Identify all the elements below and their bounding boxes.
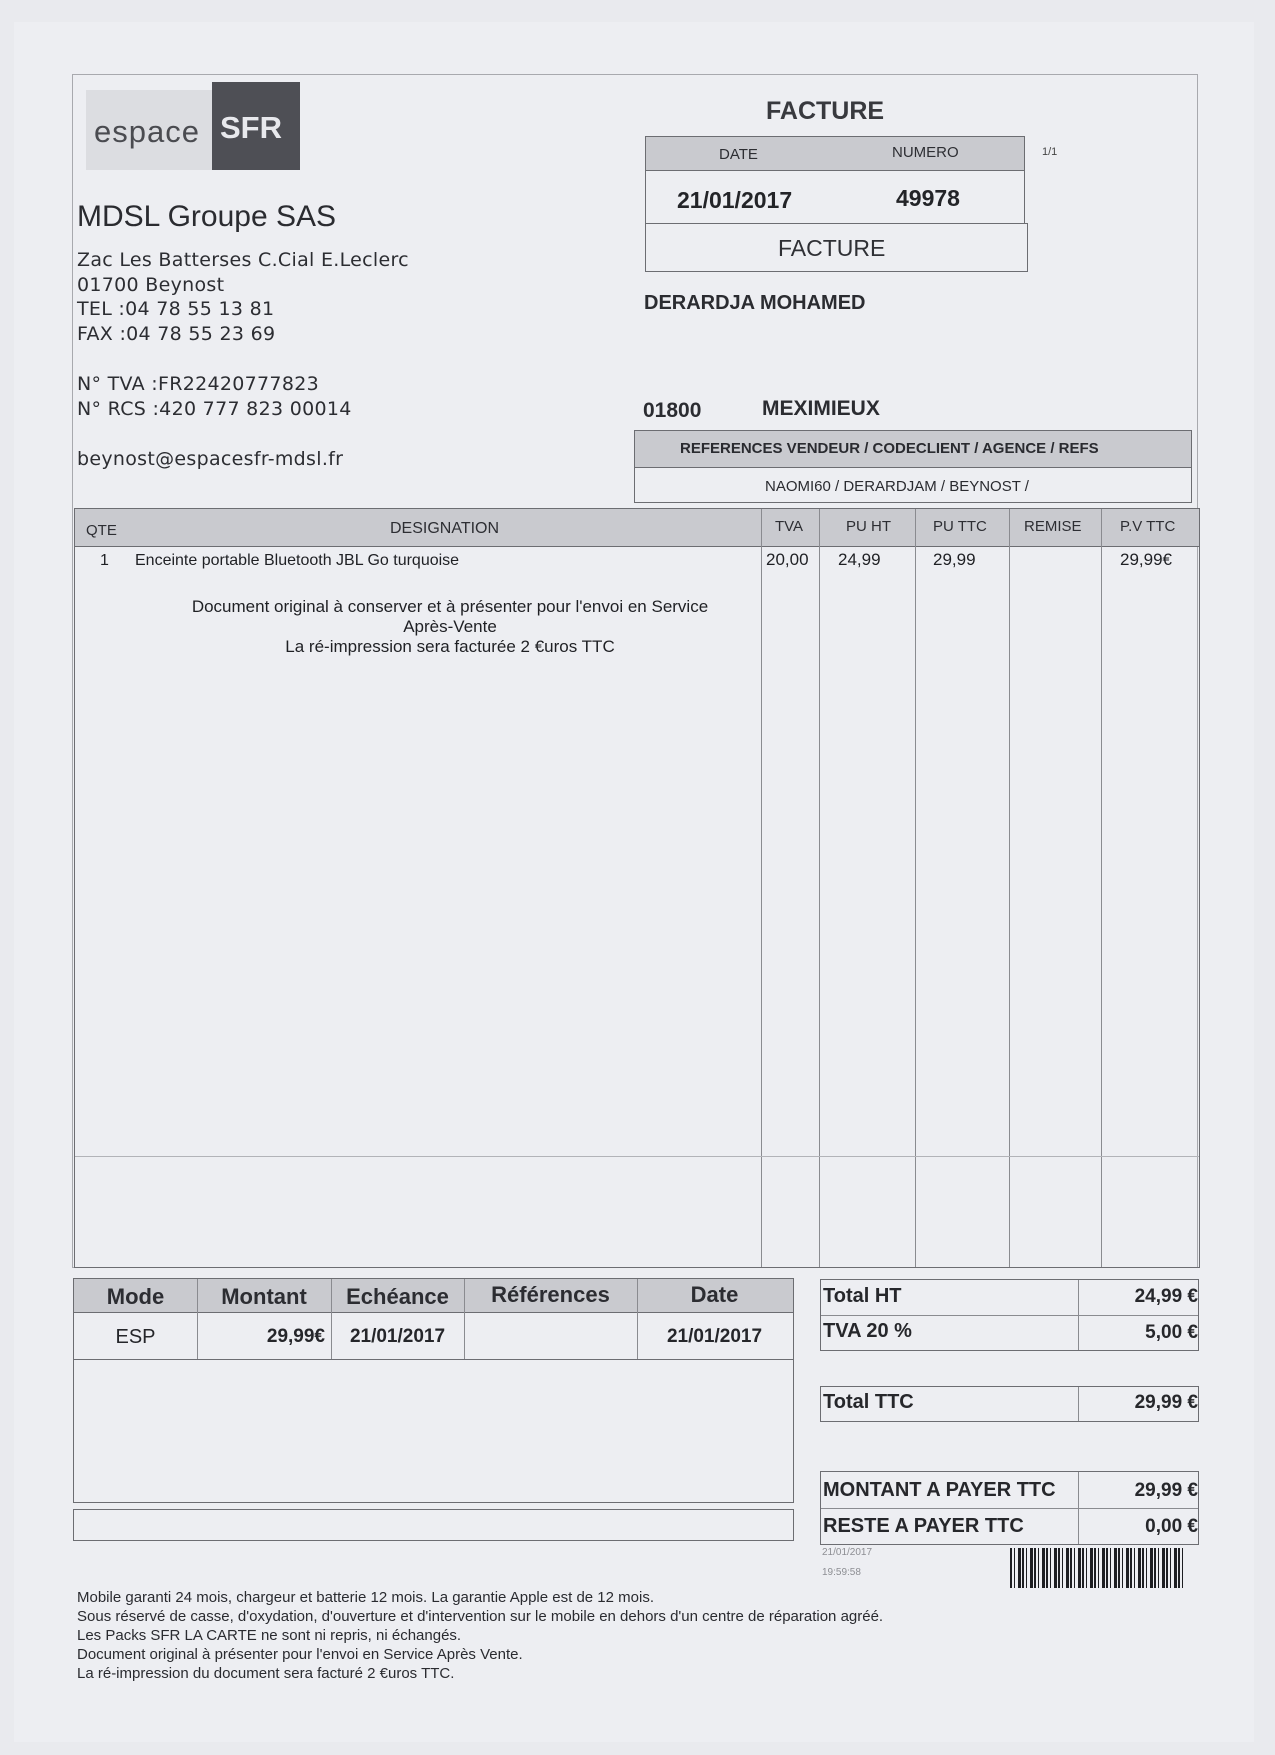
print-stamp-date: 21/01/2017	[822, 1547, 873, 1558]
seller-fax: FAX :04 78 55 23 69	[77, 323, 276, 345]
client-postcode: 01800	[643, 399, 702, 422]
montant-a-payer-label: MONTANT A PAYER TTC	[823, 1479, 1056, 1501]
payment-notes-box	[73, 1509, 794, 1541]
print-stamp-time: 19:59:58	[822, 1567, 861, 1578]
col-pu-ttc: PU TTC	[933, 518, 987, 535]
tva-value: 5,00 €	[1145, 1322, 1198, 1343]
barcode	[1010, 1548, 1186, 1588]
note-line3: La ré-impression sera facturée 2 €uros TTC	[285, 637, 615, 656]
seller-tva: N° TVA :FR22420777823	[77, 373, 319, 395]
row-pv-ttc: 29,99€	[1120, 550, 1172, 569]
client-name: DERARDJA MOHAMED	[644, 292, 866, 314]
client-city: MEXIMIEUX	[762, 397, 880, 420]
pay-echeance: 21/01/2017	[349, 1326, 446, 1347]
row-tva: 20,00	[766, 550, 809, 569]
row-pu-ht: 24,99	[838, 550, 881, 569]
footer-line2: Sous réservé de casse, d'oxydation, d'ouverture et d'intervention sur le mobile en dehors d'un centre de réparation agréé.	[77, 1608, 884, 1625]
col-tva: TVA	[775, 518, 804, 535]
date-label: DATE	[719, 146, 758, 163]
pay-col-mode: Mode	[106, 1284, 165, 1309]
footer-line5: La ré-impression du document sera facturé 2 €uros TTC.	[77, 1665, 455, 1682]
row-designation: Enceinte portable Bluetooth JBL Go turquoise	[135, 552, 460, 569]
col-remise: REMISE	[1024, 518, 1082, 535]
total-ttc-value: 29,99 €	[1134, 1392, 1198, 1413]
montant-a-payer-value: 29,99 €	[1134, 1480, 1198, 1501]
pay-montant: 29,99€	[266, 1326, 325, 1347]
total-ht-value: 24,99 €	[1134, 1286, 1198, 1307]
tva-label: TVA 20 %	[823, 1320, 912, 1342]
invoice-date: 21/01/2017	[677, 187, 793, 213]
pay-col-montant: Montant	[221, 1284, 307, 1309]
invoice-number: 49978	[896, 185, 960, 211]
reste-a-payer-value: 0,00 €	[1145, 1516, 1198, 1537]
date-number-header	[645, 136, 1025, 171]
page-indicator: 1/1	[1042, 146, 1058, 158]
payment-table	[73, 1278, 794, 1503]
seller-name: MDSL Groupe SAS	[77, 200, 336, 233]
reste-a-payer-label: RESTE A PAYER TTC	[823, 1515, 1024, 1537]
seller-tel: TEL :04 78 55 13 81	[77, 298, 275, 320]
footer-conditions	[77, 1588, 883, 1683]
document-type: FACTURE	[778, 235, 886, 261]
row-qte: 1	[100, 552, 109, 569]
seller-rcs: N° RCS :420 777 823 00014	[77, 398, 352, 420]
col-pv-ttc: P.V TTC	[1120, 518, 1176, 535]
footer-line3: Les Packs SFR LA CARTE ne sont ni repris, ni échangés.	[77, 1627, 462, 1644]
document-title: FACTURE	[766, 97, 885, 125]
col-qte: QTE	[86, 522, 117, 539]
number-label: NUMERO	[892, 144, 959, 161]
references-header: REFERENCES VENDEUR / CODECLIENT / AGENCE / REFS	[680, 440, 1099, 457]
references-value: NAOMI60 / DERARDJAM / BEYNOST /	[765, 478, 1029, 495]
col-designation: DESIGNATION	[390, 520, 500, 537]
note-line1: Document original à conserver et à présenter pour l'envoi en Service	[191, 597, 709, 616]
items-lower-rule	[75, 1156, 1199, 1157]
pay-col-date: Date	[690, 1282, 739, 1307]
items-note	[130, 597, 770, 657]
pay-date: 21/01/2017	[666, 1326, 763, 1347]
note-line2: Après-Vente	[403, 617, 497, 636]
pay-col-echeance: Echéance	[346, 1284, 449, 1309]
total-ttc-label: Total TTC	[823, 1391, 914, 1413]
seller-email: beynost@espacesfr-mdsl.fr	[77, 448, 344, 470]
footer-line4: Document original à présenter pour l'envoi en Service Après Vente.	[77, 1646, 523, 1663]
total-ht-label: Total HT	[823, 1285, 902, 1307]
footer-line1: Mobile garanti 24 mois, chargeur et batterie 12 mois. La garantie Apple est de 12 mois.	[77, 1589, 654, 1606]
espace-sfr-logo: espace SFR	[86, 82, 300, 178]
row-pu-ttc: 29,99	[933, 550, 976, 569]
seller-address-line1: Zac Les Batterses C.Cial E.Leclerc	[77, 249, 409, 271]
pay-mode: ESP	[115, 1326, 156, 1348]
col-pu-ht: PU HT	[846, 518, 891, 535]
pay-col-references: Références	[491, 1282, 610, 1307]
seller-address-line2: 01700 Beynost	[77, 274, 225, 296]
